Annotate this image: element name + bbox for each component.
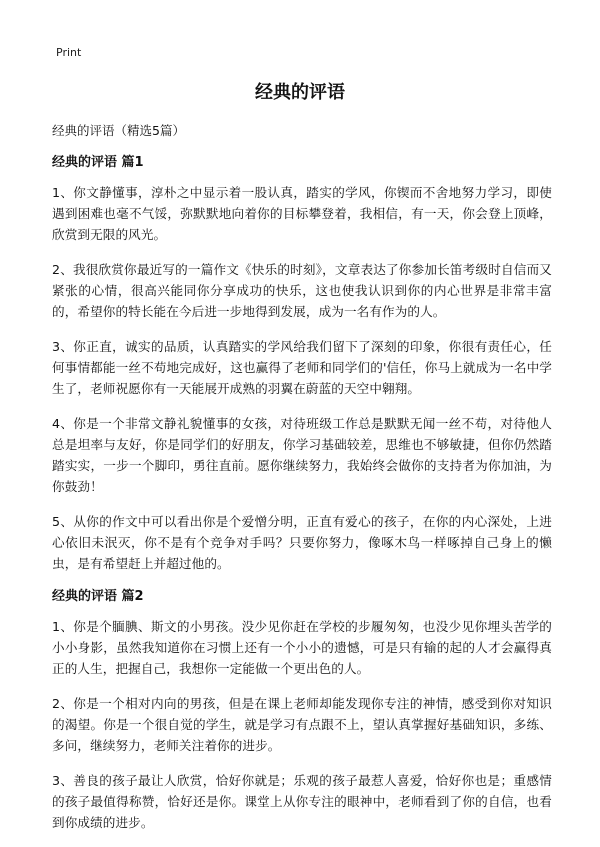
paragraph: 3、善良的孩子最让人欣赏，恰好你就是；乐观的孩子最惹人喜爱，恰好你也是；重感情的孩子最值得称赞，恰好还是你。课堂上从你专注的眼神中，老师看到了你的自信，也看到你成绩的进步。 — [52, 773, 552, 830]
paragraph: 2、我很欣赏你最近写的一篇作文《快乐的时刻》，文章表达了你参加长笛考级时自信而又紧张的心情，很高兴能同你分享成功的快乐，这也使我认识到你的内心世界是非常丰富的，希望你的特长能在今后进一步地得到发展，成为一名有作为的人。 — [52, 262, 552, 319]
section-2 — [52, 588, 552, 833]
section-heading: 经典的评语 篇1 — [52, 155, 144, 170]
print-link[interactable]: Print — [56, 46, 82, 59]
paragraph: 5、从你的作文中可以看出你是个爱憎分明，正直有爱心的孩子，在你的内心深处，上进心依旧未泯灭，你不是有个竞争对手吗？只要你努力，像啄木鸟一样啄掉自己身上的懒虫，是有希望赶上并超过他的。 — [52, 514, 552, 571]
document-subtitle: 经典的评语（精选5篇） — [52, 123, 185, 138]
document-body — [52, 122, 552, 847]
section-heading: 经典的评语 篇2 — [52, 589, 144, 604]
paragraph: 2、你是一个相对内向的男孩，但是在课上老师却能发现你专注的神情，感受到你对知识的渴望。你是一个很自觉的学生，就是学习有点跟不上，望认真掌握好基础知识，多练、多问，继续努力，老师关注着你的进步。 — [52, 696, 552, 753]
paragraph: 1、你是个腼腆、斯文的小男孩。没少见你赶在学校的步履匆匆，也没少见你埋头苦学的小小身影，虽然我知道你在习惯上还有一个小小的遗憾，可是只有输的起的人才会赢得真正的人生，把握自己，我想你一定能做一个更出色的人。 — [52, 619, 552, 676]
paragraph: 1、你文静懂事，淳朴之中显示着一股认真，踏实的学风，你锲而不舍地努力学习，即使遇到困难也毫不气馁，弥默默地向着你的目标攀登着，我相信，有一天，你会登上顶峰，欣赏到无限的风光。 — [52, 185, 552, 242]
paragraph: 4、你是一个非常文静礼貌懂事的女孩，对待班级工作总是默默无闻一丝不苟，对待他人总是坦率与友好，你是同学们的好朋友，你学习基础较差，思维也不够敏捷，但你仍然踏踏实实，一步一个脚印，勇往直前。愿你继续努力，我始终会做你的支持者为你加油，为你鼓劲！ — [52, 416, 552, 494]
section-1 — [52, 154, 552, 574]
paragraph: 3、你正直，诚实的品质，认真踏实的学风给我们留下了深刻的印象，你很有责任心，任何事情都能一丝不苟地完成好，这也赢得了老师和同学们的'信任，你马上就成为一名中学生了，老师祝愿你有一天能展开成熟的羽翼在蔚蓝的天空中翱翔。 — [52, 339, 552, 396]
page-title: 经典的评语 — [255, 82, 345, 103]
